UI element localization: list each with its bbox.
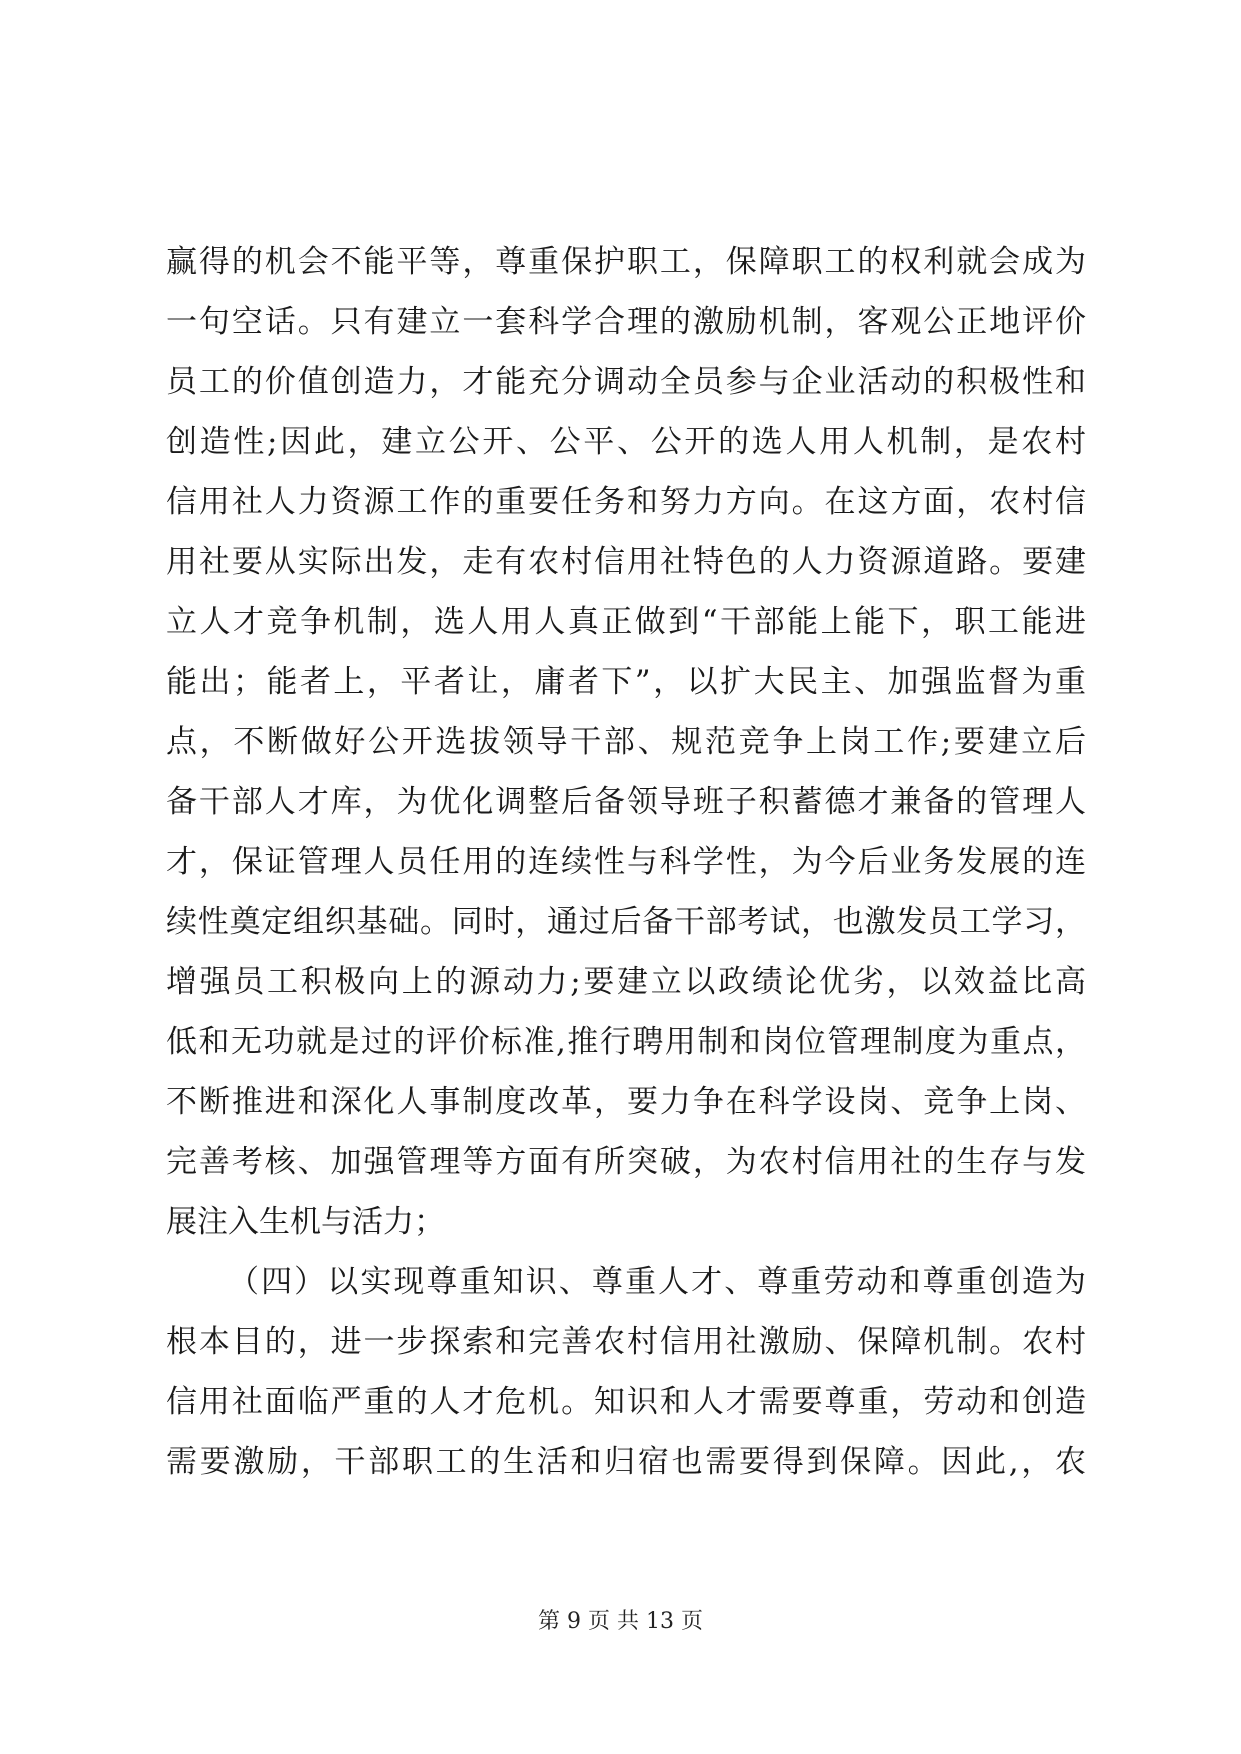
text-line: 低和无功就是过的评价标准,推行聘用制和岗位管理制度为重点， (166, 1024, 1086, 1060)
text-line: 立人才竞争机制，选人用人真正做到“干部能上能下，职工能进 (166, 604, 1086, 640)
text-line: 才，保证管理人员任用的连续性与科学性，为今后业务发展的连 (166, 844, 1086, 880)
text-line: 需要激励，干部职工的生活和归宿也需要得到保障。因此,，农 (166, 1444, 1086, 1480)
text-line: 用社要从实际出发，走有农村信用社特色的人力资源道路。要建 (166, 544, 1086, 580)
text-line: 备干部人才库，为优化调整后备领导班子积蓄德才兼备的管理人 (166, 784, 1086, 820)
text-line: 增强员工积极向上的源动力;要建立以政绩论优劣，以效益比高 (166, 964, 1086, 1000)
text-line: 点，不断做好公开选拔领导干部、规范竞争上岗工作;要建立后 (166, 724, 1086, 760)
section-heading-line: （四）以实现尊重知识、尊重人才、尊重劳动和尊重创造为 (228, 1264, 1086, 1300)
text-line: 创造性;因此，建立公开、公平、公开的选人用人机制，是农村 (166, 424, 1086, 460)
text-line: 信用社人力资源工作的重要任务和努力方向。在这方面，农村信 (166, 484, 1086, 520)
text-line: 能出；能者上，平者让，庸者下”，以扩大民主、加强监督为重 (166, 664, 1086, 700)
page-number-footer: 第 9 页 共 13 页 (538, 1609, 703, 1634)
body-text (166, 232, 1086, 1492)
paragraph-end-line: 展注入生机与活力； (166, 1204, 445, 1240)
text-line: 根本目的，进一步探索和完善农村信用社激励、保障机制。农村 (166, 1324, 1086, 1360)
text-line: 信用社面临严重的人才危机。知识和人才需要尊重，劳动和创造 (166, 1384, 1086, 1420)
text-line: 续性奠定组织基础。同时，通过后备干部考试，也激发员工学习， (166, 904, 1086, 940)
text-line: 赢得的机会不能平等，尊重保护职工，保障职工的权利就会成为 (166, 244, 1086, 280)
text-line: 完善考核、加强管理等方面有所突破，为农村信用社的生存与发 (166, 1144, 1086, 1180)
text-line: 不断推进和深化人事制度改革，要力争在科学设岗、竞争上岗、 (166, 1084, 1086, 1120)
text-line: 一句空话。只有建立一套科学合理的激励机制，客观公正地评价 (166, 304, 1086, 340)
text-line: 员工的价值创造力，才能充分调动全员参与企业活动的积极性和 (166, 364, 1086, 400)
